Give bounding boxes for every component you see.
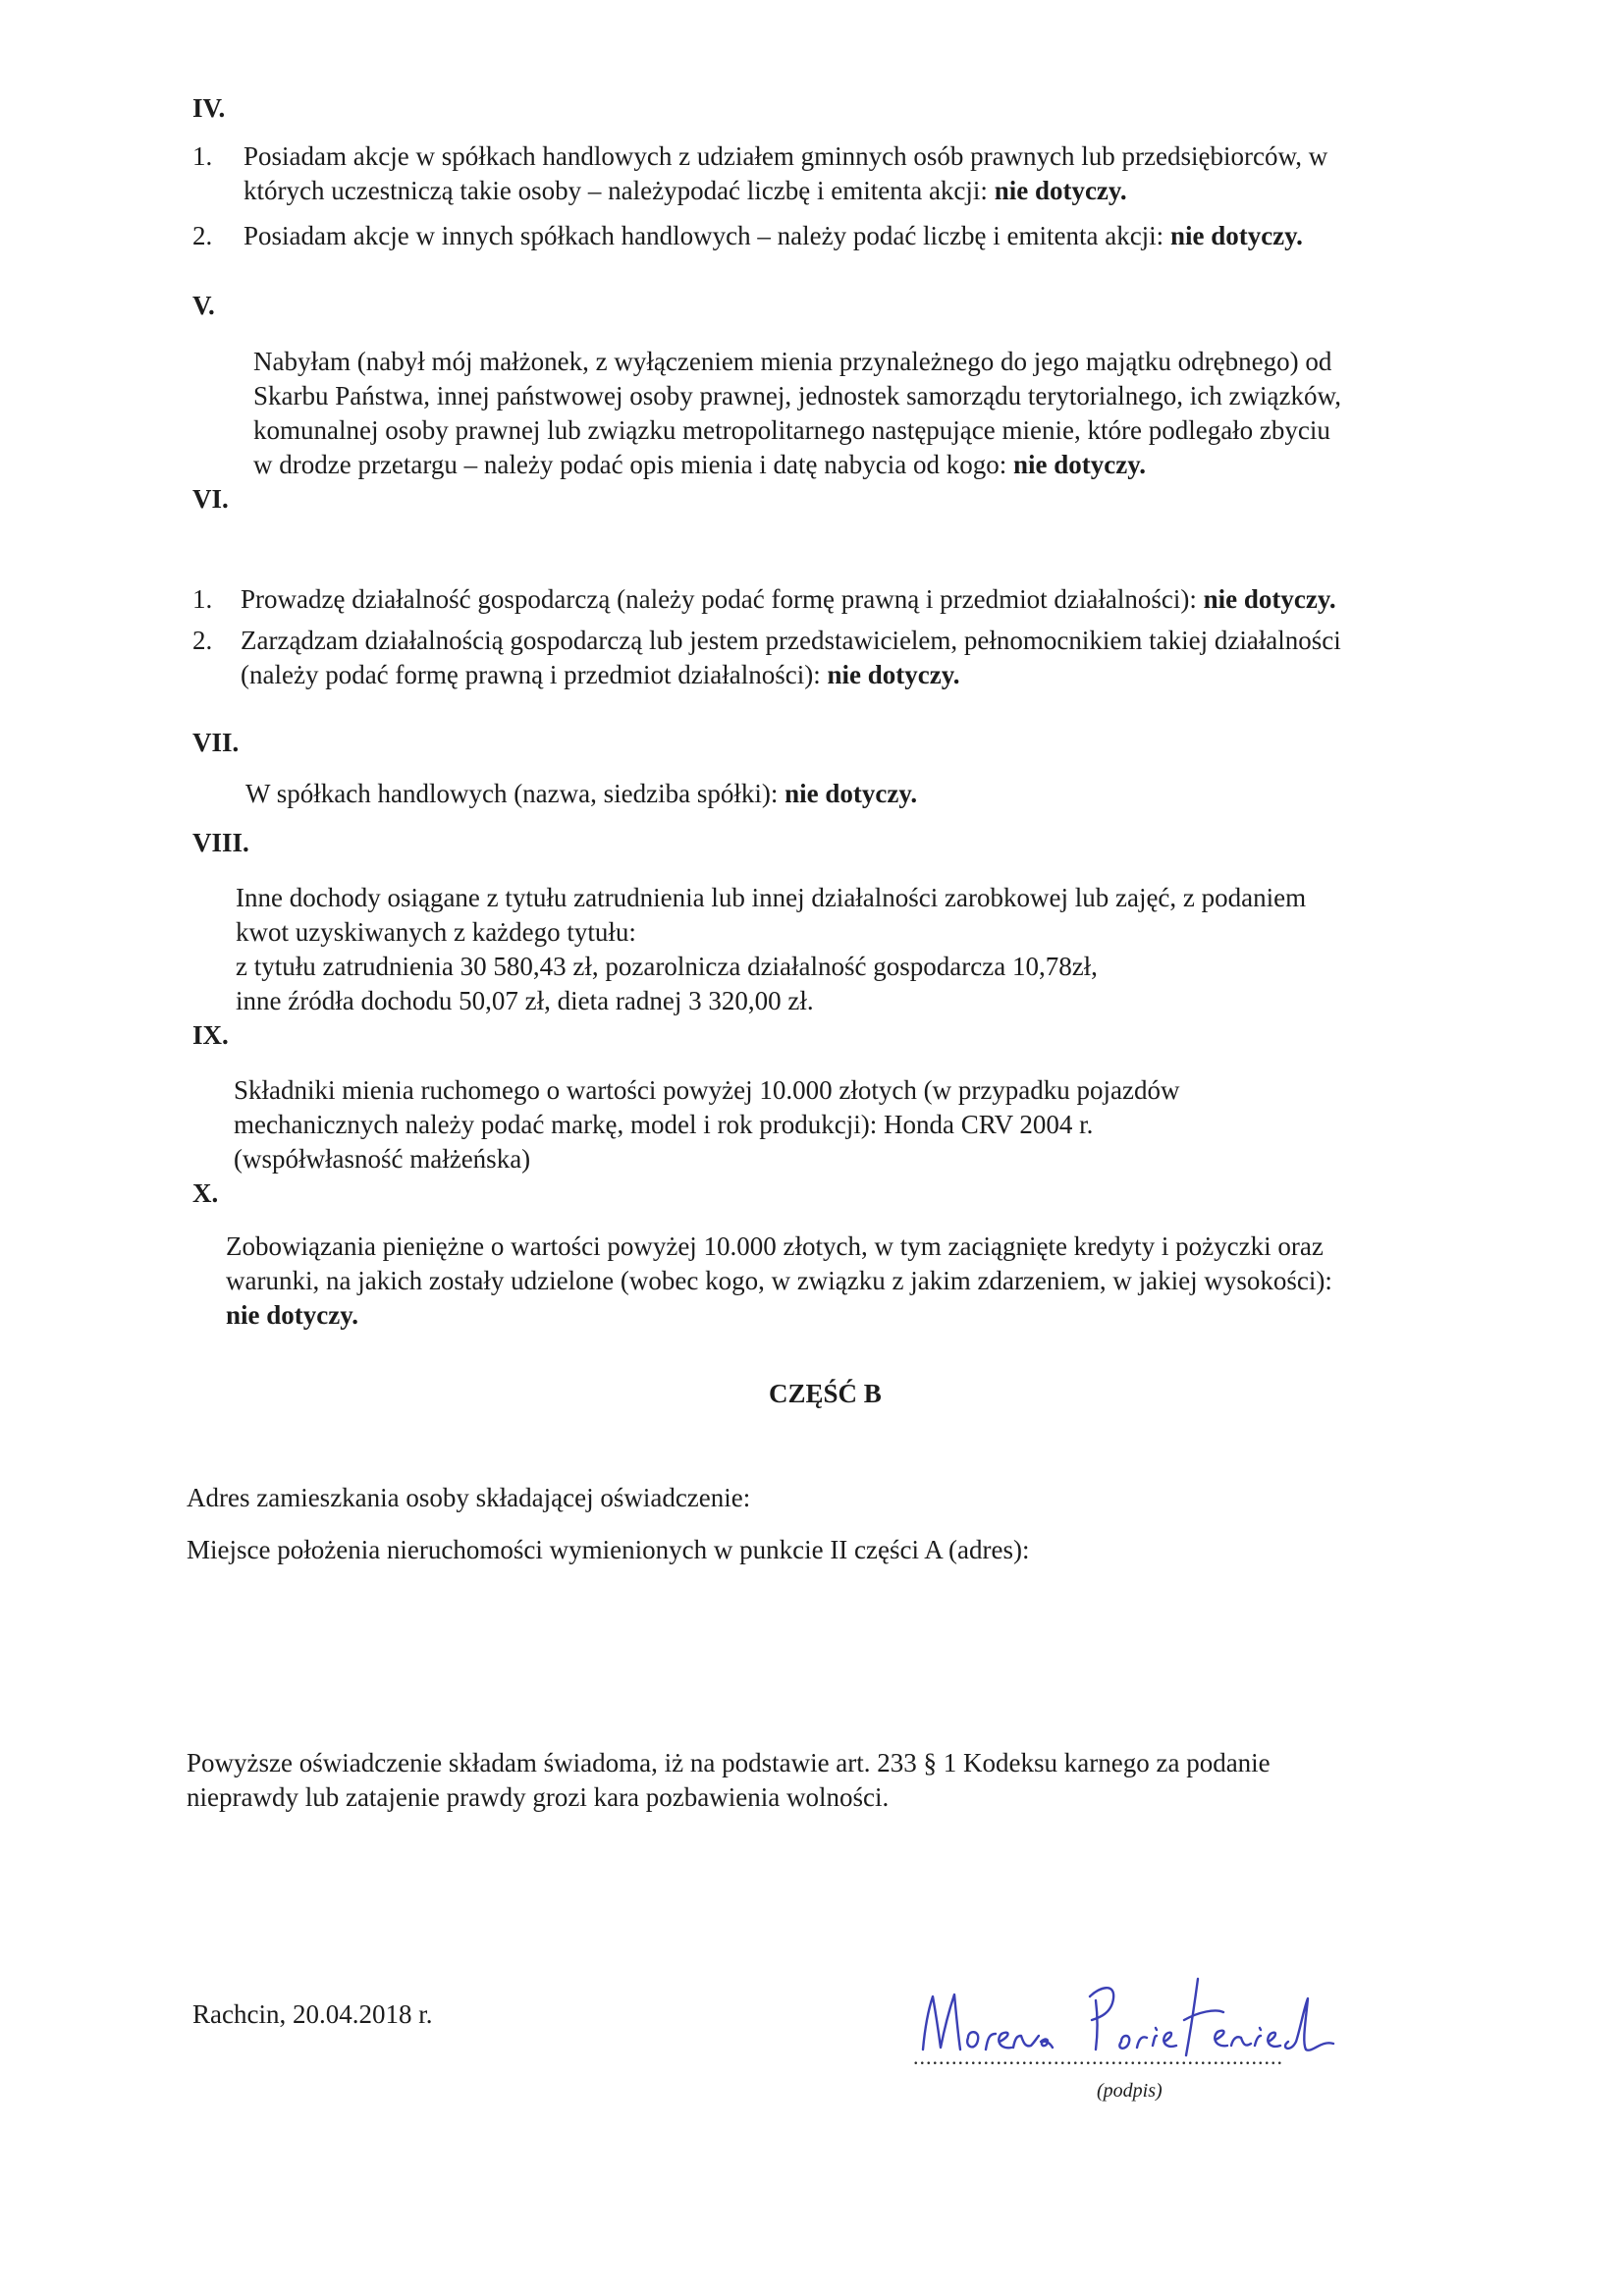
section-iv-item1-line2: których uczestniczą takie osoby – należypodać liczbę i emitenta akcji: nie dotyczy. <box>243 176 1127 205</box>
section-vi-item2-line2: (należy podać formę prawną i przedmiot działalności): nie dotyczy. <box>241 660 960 689</box>
section-iv-item2-line1: Posiadam akcje w innych spółkach handlowych – należy podać liczbę i emitenta akcji: nie dotyczy. <box>243 221 1303 250</box>
answer-text: nie dotyczy. <box>784 779 918 808</box>
answer-text: nie dotyczy. <box>994 176 1127 205</box>
statement-line2: nieprawdy lub zatajenie prawdy grozi kara pozbawienia wolności. <box>187 1782 890 1812</box>
section-v-line3: komunalnej osoby prawnej lub związku metropolitarnego następujące mienie, które podlegało zbyciu <box>253 415 1330 445</box>
section-vi-item2-line1: Zarządzam działalnością gospodarczą lub jestem przedstawicielem, pełnomocnikiem takiej działalności <box>241 626 1341 655</box>
section-vi-heading: VI. <box>192 484 229 514</box>
property-location-label: Miejsce położenia nieruchomości wymienionych w punkcie II części A (adres): <box>187 1535 1030 1564</box>
section-ix-line1: Składniki mienia ruchomego o wartości powyżej 10.000 złotych (w przypadku pojazdów <box>234 1075 1180 1105</box>
item-number: 1. <box>192 584 213 614</box>
section-x-line1: Zobowiązania pieniężne o wartości powyżej 10.000 złotych, w tym zaciągnięte kredyty i pożyczki oraz <box>226 1231 1324 1261</box>
section-x-line2: warunki, na jakich zostały udzielone (wobec kogo, w związku z jakim zdarzeniem, w jakiej wysokości): <box>226 1266 1332 1295</box>
section-x-heading: X. <box>192 1178 219 1208</box>
section-iv-heading: IV. <box>192 93 226 123</box>
signature-line: .......................................................... <box>913 2045 1283 2069</box>
section-ix-line2: mechanicznych należy podać markę, model i rok produkcji): Honda CRV 2004 r. <box>234 1110 1094 1139</box>
answer-text: nie dotyczy. <box>226 1300 358 1330</box>
section-v-heading: V. <box>192 291 215 320</box>
section-iv-item1-line1: Posiadam akcje w spółkach handlowych z udziałem gminnych osób prawnych lub przedsiębiorców, w <box>243 141 1328 171</box>
section-vi-item1-line1: Prowadzę działalność gospodarczą (należy podać formę prawną i przedmiot działalności): nie dotyczy. <box>241 584 1336 614</box>
section-vii-heading: VII. <box>192 728 240 757</box>
answer-text: nie dotyczy. <box>1012 450 1146 479</box>
section-viii-line2: kwot uzyskiwanych z każdego tytułu: <box>236 917 636 947</box>
section-x-line3 <box>226 1297 358 1333</box>
statement-line1: Powyższe oświadczenie składam świadoma, iż na podstawie art. 233 § 1 Kodeksu karnego za podanie <box>187 1748 1271 1777</box>
section-ix-heading: IX. <box>192 1020 229 1050</box>
answer-text: nie dotyczy. <box>827 660 960 689</box>
section-ix-line3: (współwłasność małżeńska) <box>234 1144 531 1174</box>
section-viii-heading: VIII. <box>192 828 249 857</box>
place-and-date: Rachcin, 20.04.2018 r. <box>192 1999 433 2029</box>
section-v-line1: Nabyłam (nabył mój małżonek, z wyłączeniem mienia przynależnego do jego majątku odrębnego) od <box>253 347 1332 376</box>
section-viii-line3: z tytułu zatrudnienia 30 580,43 zł, pozarolnicza działalność gospodarcza 10,78zł, <box>236 952 1098 981</box>
answer-text: nie dotyczy. <box>1169 221 1303 250</box>
section-vii-line1: W spółkach handlowych (nazwa, siedziba spółki): nie dotyczy. <box>245 779 918 808</box>
item-number: 2. <box>192 221 213 250</box>
address-label: Adres zamieszkania osoby składającej oświadczenie: <box>187 1483 751 1512</box>
signature-caption: (podpis) <box>1097 2080 1163 2102</box>
section-viii-line4: inne źródła dochodu 50,07 zł, dieta radnej 3 320,00 zł. <box>236 986 814 1015</box>
item-number: 1. <box>192 141 213 171</box>
section-viii-line1: Inne dochody osiągane z tytułu zatrudnienia lub innej działalności zarobkowej lub zajęć, z podaniem <box>236 883 1307 912</box>
section-v-line2: Skarbu Państwa, innej państwowej osoby prawnej, jednostek samorządu terytorialnego, ich związków, <box>253 381 1341 410</box>
answer-text: nie dotyczy. <box>1203 584 1336 614</box>
part-b-title: CZĘŚĆ B <box>769 1379 882 1408</box>
item-number: 2. <box>192 626 213 655</box>
section-v-line4: w drodze przetargu – należy podać opis mienia i datę nabycia od kogo: nie dotyczy. <box>253 450 1146 479</box>
